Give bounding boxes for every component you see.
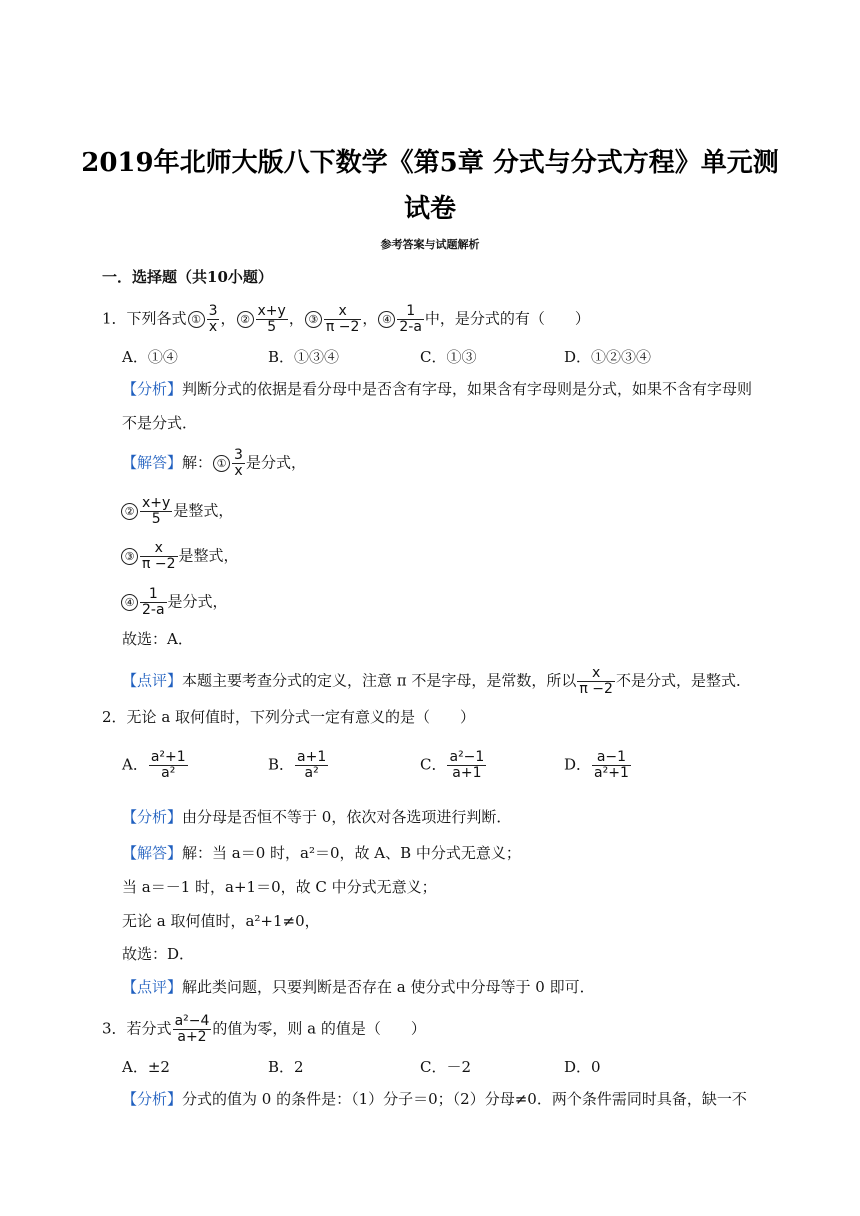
circled-3: ③ (305, 311, 322, 328)
q1-analysis: 【分析】判断分式的依据是看分母中是否含有字母，如果含有字母则是分式，如果不含有字母则 (122, 380, 753, 398)
q1-pre: 下列各式 (126, 309, 187, 328)
q1-option-b: B．①③④ (268, 348, 340, 366)
q1-comment: 【点评】本题主要考查分式的定义，注意 π 不是字母，是常数，所以 $\frac{x}{\pi -2}$ 不是分式，是整式． (122, 665, 751, 697)
q1-answer-2: ② $\frac{x+y}{5}$ 是整式， (120, 496, 233, 527)
q1-post: 中，是分式的有（ ） (424, 309, 590, 328)
q1-analysis-cont: 不是分式． (122, 414, 198, 432)
q2-answer-2: 当 a＝－1 时，a+1＝0，故 C 中分式无意义； (122, 878, 437, 896)
fraction-option-b: $\frac{a+1}{\text{a²}}$ (297, 749, 327, 781)
q1-answer-3: ③ $\frac{x}{\pi -2}$ 是整式， (120, 541, 239, 572)
q2-choice: 故选：D． (122, 945, 195, 963)
q2-option-c: C． $\frac{\text{a²−1}}{a+1}$ (420, 749, 485, 781)
document-title-line1: 2019年北师大版八下数学《第5章 分式与分式方程》单元测 (81, 148, 779, 178)
fraction-xy-over-5: $\frac{x+y}{5}$ (142, 495, 171, 527)
fraction-x-over-pi-2: $\frac{x}{\pi -2}$ (325, 303, 360, 335)
q1-option-d: D．①②③④ (564, 348, 652, 366)
q1-answer-4: ④ $\frac{1}{2-a}$ 是分式， (120, 587, 228, 618)
q2-option-b: B． $\frac{a+1}{\text{a²}}$ (268, 749, 327, 781)
q2-option-d: D． $\frac{a-1}{\text{a²+1}}$ (564, 749, 629, 781)
q1-stem: 1．下列各式 ① $\frac{3}{x}$ ， ② $\frac{x+y}{5}$ ， ③ $\frac{x}{\pi -2}$ ， ④ $\frac{1}{2-a}$ 中，是分式的有（ ） (102, 303, 590, 335)
q1-number: 1． (102, 309, 127, 328)
fraction-option-d: $\frac{a-1}{\text{a²+1}}$ (594, 749, 629, 781)
q1-choice: 故选：A． (122, 630, 193, 648)
fraction-x-over-pi-2: $\frac{x}{\pi -2}$ (579, 665, 613, 697)
fraction-x-over-pi-2: $\frac{x}{\pi -2}$ (142, 540, 176, 572)
q3-analysis: 【分析】分式的值为 0 的条件是：（1）分子＝0；（2）分母≠0．两个条件需同时具备，缺一不 (122, 1090, 747, 1108)
q2-analysis: 【分析】由分母是否恒不等于 0，依次对各选项进行判断． (122, 808, 512, 826)
fraction-option-c: $\frac{\text{a²−1}}{a+1}$ (449, 749, 485, 781)
q3-option-a: A．±2 (122, 1058, 170, 1076)
q3-option-d: D．0 (564, 1058, 601, 1076)
q2-stem: 2．无论 a 取何值时，下列分式一定有意义的是（ ） (102, 708, 476, 726)
fraction-xy-over-5: $\frac{x+y}{5}$ (257, 303, 286, 335)
q3-option-c: C．－2 (420, 1058, 472, 1076)
q3-stem: 3．若分式 $\frac{\text{a²−4}}{a+2}$ 的值为零，则 a 的值是（ ） (102, 1013, 426, 1045)
q2-answer-3: 无论 a 取何值时，a²+1≠0， (122, 912, 320, 930)
q3-option-b: B．2 (268, 1058, 304, 1076)
q1-option-a: A．①④ (122, 348, 178, 366)
document-title-line2: 试卷 (403, 194, 456, 224)
q2-comment: 【点评】解此类问题，只要判断是否存在 a 使分式中分母等于 0 即可． (122, 978, 595, 996)
answer-tag: 【解答】 (122, 453, 183, 472)
circled-2: ② (237, 311, 254, 328)
document-subtitle: 参考答案与试题解析 (380, 238, 480, 251)
fraction-option-a: $\frac{\text{a²+1}}{\text{a²}}$ (150, 749, 186, 781)
analysis-tag: 【分析】 (122, 380, 183, 398)
section-heading: 一．选择题（共10小题） (102, 268, 273, 286)
circled-1: ① (188, 311, 205, 328)
q1-option-c: C．①③ (420, 348, 477, 366)
q2-option-a: A． $\frac{\text{a²+1}}{\text{a²}}$ (122, 749, 186, 781)
q1-answer-1: 【解答】解： ① $\frac{3}{x}$ 是分式， (122, 447, 306, 479)
fraction-a2-4-over-a-2: $\frac{\text{a²−4}}{a+2}$ (174, 1013, 210, 1045)
comment-tag: 【点评】 (122, 671, 183, 690)
fraction-1-over-2-a: $\frac{1}{2-a}$ (399, 303, 422, 335)
fraction-3-over-x: $\frac{3}{x}$ (208, 303, 218, 335)
circled-4: ④ (378, 311, 395, 328)
fraction-1-over-2-a: $\frac{1}{2-a}$ (142, 586, 165, 618)
fraction-3-over-x: $\frac{3}{x}$ (234, 447, 243, 479)
q2-answer-1: 【解答】解：当 a＝0 时，a²＝0，故 A、B 中分式无意义； (122, 844, 521, 862)
